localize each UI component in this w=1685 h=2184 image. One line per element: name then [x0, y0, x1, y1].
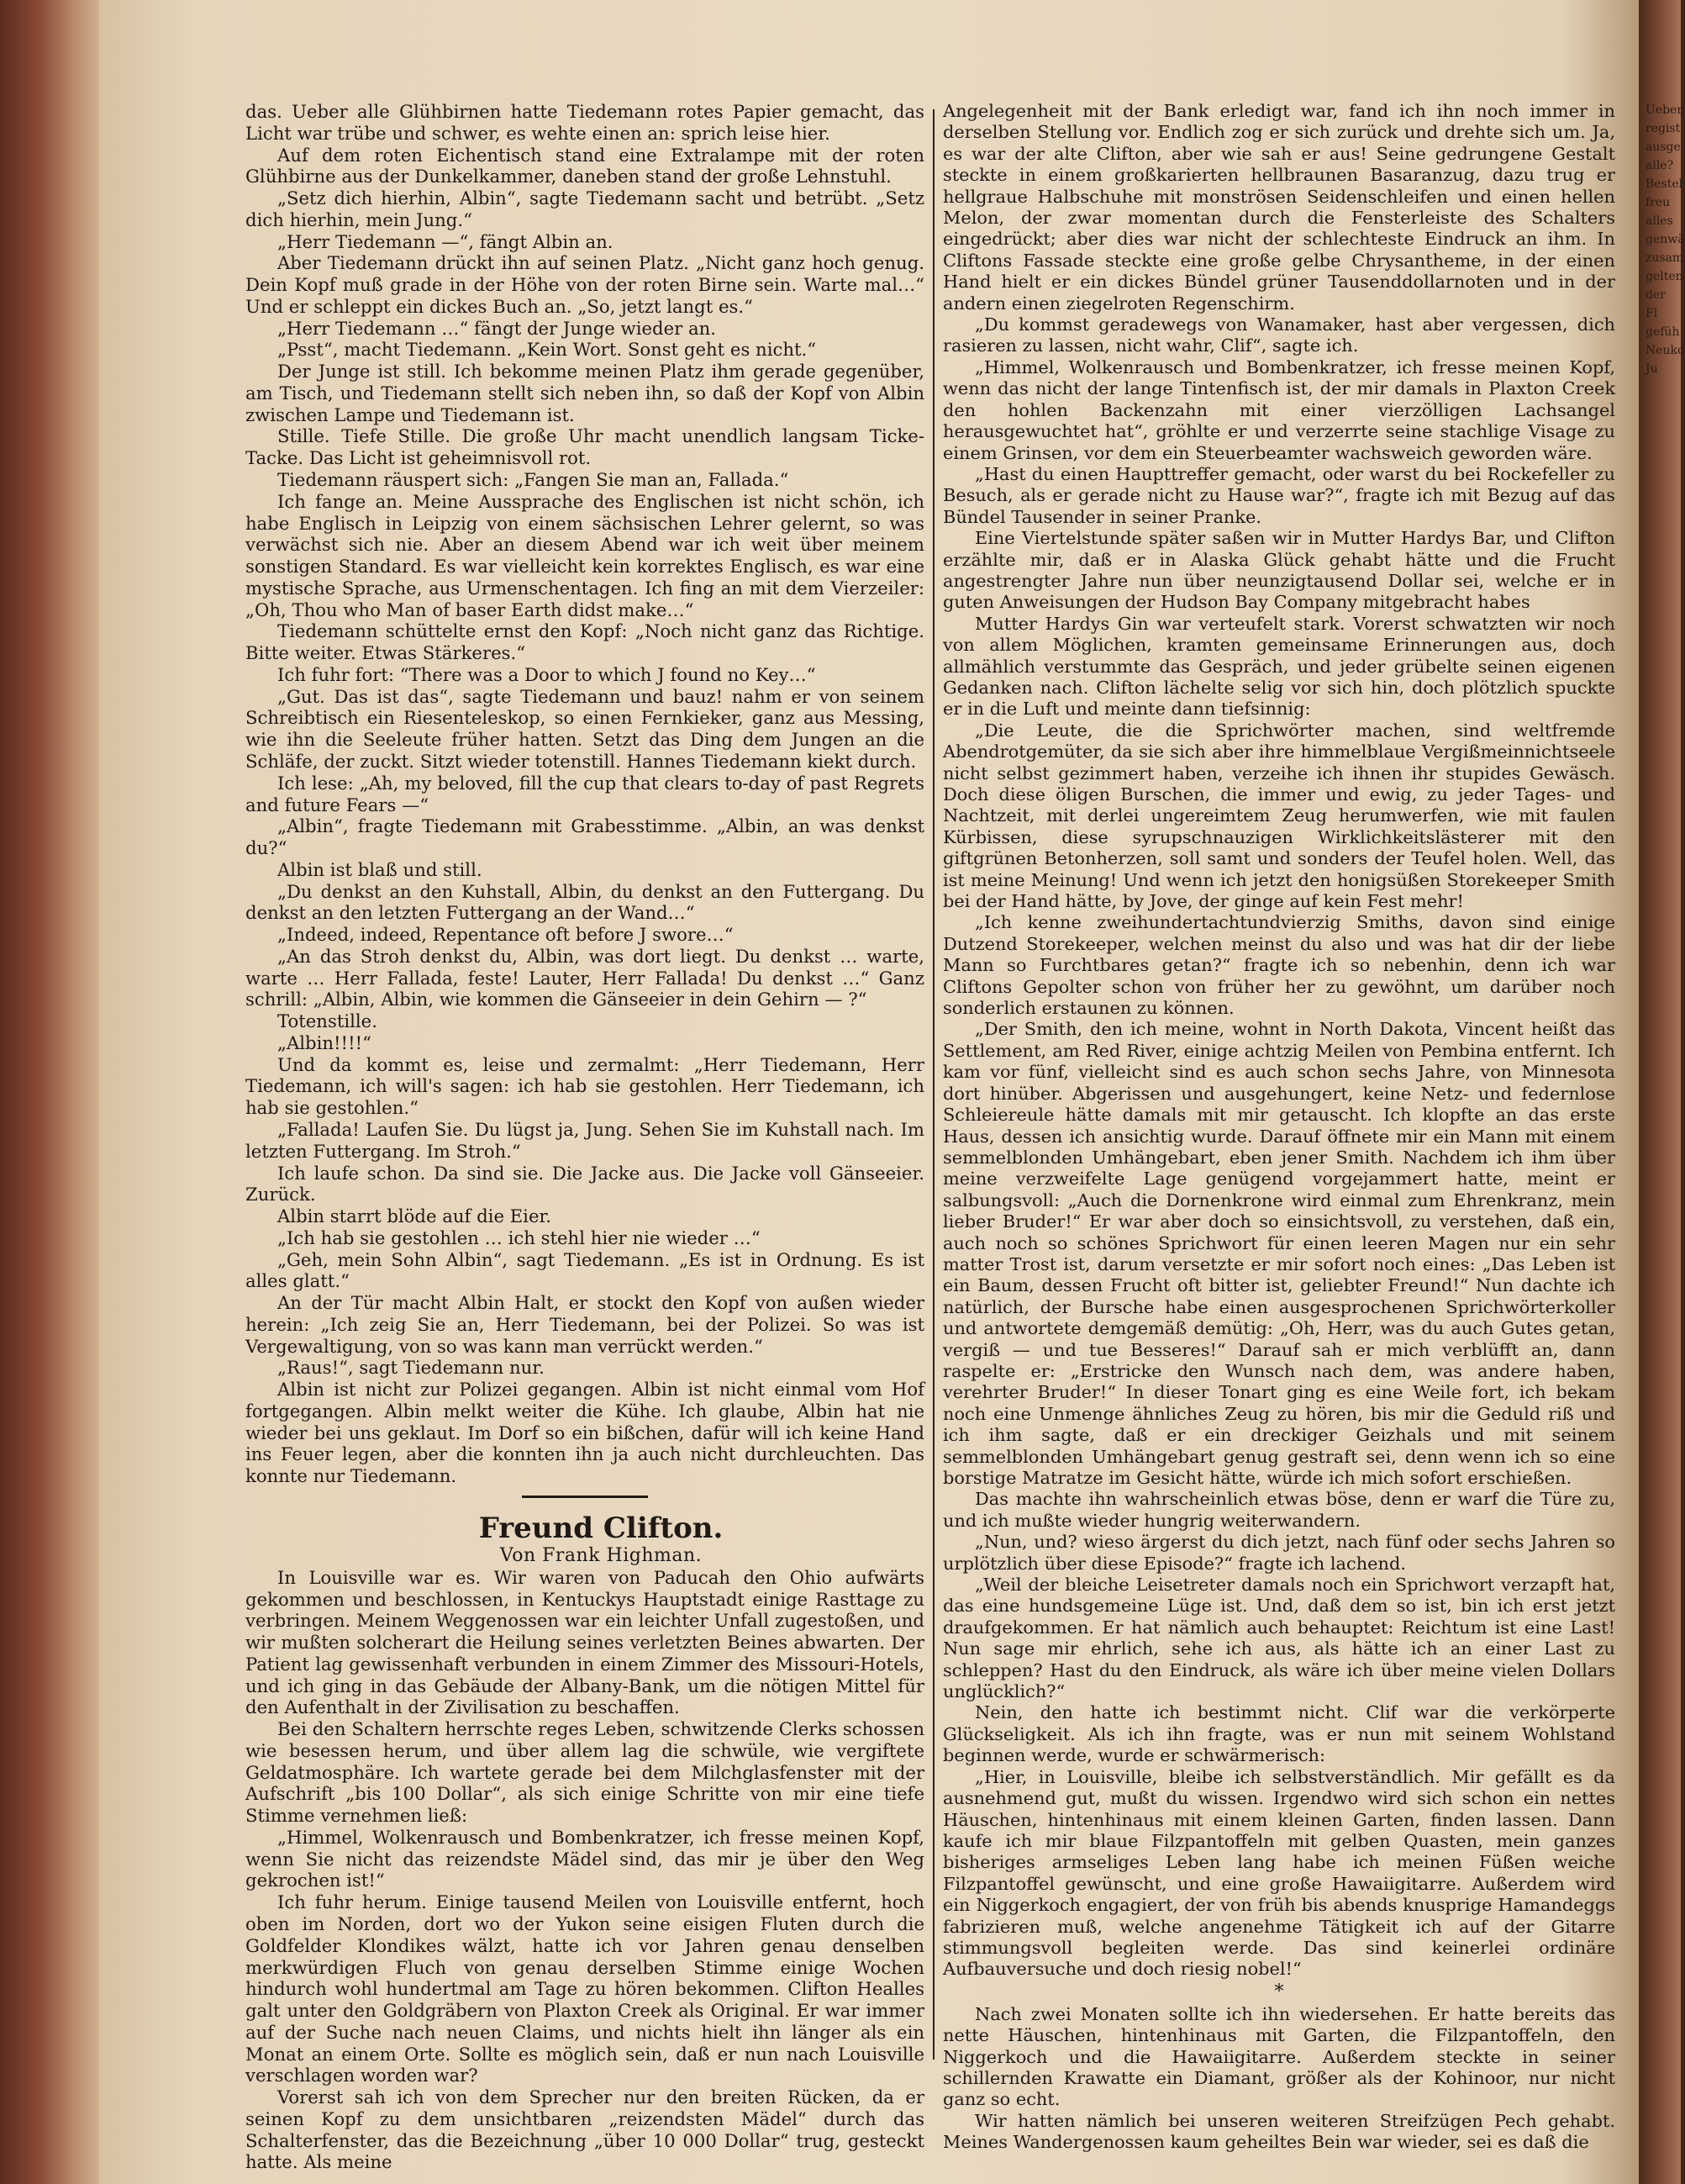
section-break-star: * — [1274, 1981, 1284, 2002]
margin-fragment: genwä — [1646, 233, 1685, 246]
margin-fragment: regist — [1646, 122, 1681, 135]
margin-fragment: alle? — [1646, 159, 1674, 172]
paragraph: „Setz dich hierhin, Albin“, sagte Tiedemann sacht und betrübt. „Setz dich hierhin, mein Jung.“ — [245, 187, 924, 230]
paragraph: Tiedemann räuspert sich: „Fangen Sie man an, Fallada.“ — [277, 469, 789, 491]
paragraph: „Herr Tiedemann —“, fängt Albin an. — [277, 230, 613, 252]
left-column — [245, 101, 924, 2173]
margin-fragment: gelten — [1646, 270, 1683, 283]
paragraph: „Fallada! Laufen Sie. Du lügst ja, Jung. Sehen Sie im Kuhstall nach. Im letzten Futtergang. Im Stroh.“ — [245, 1118, 924, 1162]
paragraph: Angelegenheit mit der Bank erledigt war, fand ich ihn noch immer in derselben Stellung vor. Endlich zog er sich zurück und drehte sich um. Ja, es war der alte Clifton, aber wie sah er aus! Seine gedrungene Gestalt steckte in einem großkarierten hellbraunen Basaranzug, dazu trug er hellgraue Halbschuhe mit monströsen Seidenschleifen und einen hellen Melon, der zwar momentan durch die Fensterleiste des Schalters eingedrückt; aber dies war nicht der schlechteste Eindruck an ihm. In Cliftons Fassade steckte eine große gelbe Chrysantheme, in der einen Hand hielt er ein dickes Bündel grüner Tausenddollarnoten und in der andern einen ziegelroten Regenschirm. — [943, 101, 1615, 314]
margin-fragment: Ueber — [1646, 103, 1683, 117]
margin-fragment: der Fl — [1646, 288, 1666, 320]
paragraph: „Himmel, Wolkenrausch und Bombenkratzer, ich fresse meinen Kopf, wenn Sie nicht das reizendste Mädel sind, das mir je über den Weg gekrochen ist!“ — [245, 1826, 924, 1891]
margin-fragment: Ju — [1646, 362, 1658, 376]
paragraph: Auf dem roten Eichentisch stand eine Extralampe mit der roten Glühbirne aus der Dunkelkammer, daneben stand der große Lehnstuhl. — [245, 144, 924, 187]
paragraph: „An das Stroh denkst du, Albin, was dort liegt. Du denkst … warte, warte … Herr Fallada, feste! Lauter, Herr Fallada! Du denkst …“ Ganz schrill: „Albin, Albin, wie kommen die Gänseeier in dein Gehirn — ?“ — [245, 945, 924, 1010]
paragraph: „Raus!“, sagt Tiedemann nur. — [277, 1357, 545, 1379]
paragraph: Bei den Schaltern herrschte reges Leben, schwitzende Clerks schossen wie besessen herum, und über allem lag die schwüle, wie vergiftete Geldatmosphäre. Ich wartete gerade bei dem Milchglasfenster mit der Aufschrift „bis 100 Dollar“, als sich einige Schritte von mir eine tiefe Stimme vernehmen ließ: — [245, 1718, 924, 1827]
paragraph: „Psst“, macht Tiedemann. „Kein Wort. Sonst geht es nicht.“ — [277, 339, 817, 361]
margin-fragment: Neuko — [1646, 344, 1685, 357]
paragraph: In Louisville war es. Wir waren von Paducah den Ohio aufwärts gekommen und beschlossen, in Kentuckys Hauptstadt einige Rasttage zu verbringen. Meinem Weggenossen war ein leichter Unfall zugestoßen, und wir mußten solcherart die Heilung seines verletzten Beines abwarten. Der Patient lag gewissenhaft verbunden in einem Zimmer des Missouri-Hotels, und ich ging in das Gebäude der Albany-Bank, um die nötigen Mittel für den Aufenthalt in der Zivilisation zu beschaffen. — [245, 1566, 924, 1718]
paragraph: „Herr Tiedemann …“ fängt der Junge wieder an. — [277, 317, 716, 339]
paragraph: „Weil der bleiche Leisetreter damals noch ein Sprichwort verzapft hat, das eine hundsgemeine Lüge ist. Und, daß dem so ist, bin ich erst jetzt draufgekommen. Er hat nämlich auch behauptet: Reichtum ist eine Last! Nun sage mir ehrlich, sehe ich aus, als hätte ich an einer Last zu schleppen? Hast du den Eindruck, als wäre ich über meine vielen Dollars unglücklich?“ — [943, 1575, 1615, 1702]
margin-fragment: Bestel — [1646, 177, 1683, 191]
paragraph: Aber Tiedemann drückt ihn auf seinen Platz. „Nicht ganz hoch genug. Dein Kopf muß grade in der Höhe von der roten Birne sein. Warte mal…“ Und er schleppt ein dickes Buch an. „So, jetzt langt es.“ — [245, 252, 924, 317]
paragraph: „Albin!!!!“ — [277, 1031, 371, 1053]
paragraph: „Indeed, indeed, Repentance oft before J swore…“ — [277, 924, 734, 946]
margin-fragment: gefüh — [1646, 325, 1680, 339]
paragraph: „Geh, mein Sohn Albin“, sagt Tiedemann. „Es ist in Ordnung. Es ist alles glatt.“ — [245, 1248, 924, 1292]
paragraph: Wir hatten nämlich bei unseren weiteren Streifzügen Pech gehabt. Meines Wandergenossen kaum geheiltes Bein war wieder, sei es daß die — [943, 2110, 1615, 2153]
paragraph: Der Junge ist still. Ich bekomme meinen Platz ihm gerade gegenüber, am Tisch, und Tiedemann stellt sich neben ihn, so daß der Kopf von Albin zwischen Lampe und Tiedemann ist. — [245, 361, 924, 425]
paragraph: „Ich kenne zweihundertachtundvierzig Smiths, davon sind einige Dutzend Storekeeper, welchen meinst du also und was hat dir der liebe Mann so Furchtbares getan?“ fragte ich so nebenhin, denn ich war Cliftons Gepolter schon von früher her zu gewöhnt, um darüber noch sonderlich erstaunen zu können. — [943, 912, 1615, 1019]
paragraph: Ich fange an. Meine Aussprache des Englischen ist nicht schön, ich habe Englisch in Leipzig von einem sächsischen Lehrer gelernt, so was verwächst sich nie. Aber an diesem Abend war ich weit über meinem sonstigen Standard. Es war vielleicht kein korrektes Englisch, es war eine mystische Sprache, aus Urmenschentagen. Ich fing an mit dem Vierzeiler: „Oh, Thou who Man of baser Earth didst make…“ — [245, 490, 924, 620]
paragraph: Ich lese: „Ah, my beloved, fill the cup that clears to-day of past Regrets and future Fears —“ — [245, 772, 924, 815]
paragraph: „Nun, und? wieso ärgerst du dich jetzt, nach fünf oder sechs Jahren so urplötzlich über diese Episode?“ fragte ich lachend. — [943, 1532, 1615, 1574]
paragraph: „Hast du einen Haupttreffer gemacht, oder warst du bei Rockefeller zu Besuch, als er gerade nicht zu Hause war?“, fragte ich mit Bezug auf das Bündel Tausender in seiner Pranke. — [943, 463, 1615, 527]
paragraph: „Ich hab sie gestohlen … ich stehl hier nie wieder …“ — [277, 1227, 761, 1248]
paragraph: „Albin“, fragte Tiedemann mit Grabesstimme. „Albin, an was denkst du?“ — [245, 815, 924, 859]
byline: Von Frank Highman. — [499, 1545, 703, 1566]
paragraph: Das machte ihn wahrscheinlich etwas böse, denn er warf die Türe zu, und ich mußte wieder hungrig weiterwandern. — [943, 1489, 1615, 1531]
paragraph: „Du denkst an den Kuhstall, Albin, du denkst an den Futtergang. Du denkst an den letzten Futtergang an der Wand…“ — [245, 880, 924, 924]
paragraph: Mutter Hardys Gin war verteufelt stark. Vorerst schwatzten wir noch von allem Möglichen, kramten gemeinsame Erinnerungen aus, doch allmählich verstummte das Gespräch, und jeder grübelte seinen eigenen Gedanken nach. Clifton lächelte selig vor sich hin, doch plötzlich spuckte er in die Luft und meinte dann tiefsinnig: — [943, 613, 1615, 720]
book-spine-left — [0, 0, 99, 2184]
right-column — [943, 101, 1615, 2154]
paragraph: Und da kommt es, leise und zermalmt: „Herr Tiedemann, Herr Tiedemann, ich will's sagen: ich hab sie gestohlen. Herr Tiedemann, ich hab sie gestohlen.“ — [245, 1053, 924, 1119]
margin-fragment: zusam — [1646, 251, 1684, 265]
paragraph: Ich fuhr herum. Einige tausend Meilen von Louisville entfernt, hoch oben im Norden, dort wo der Yukon seine eisigen Fluten durch die Goldfelder Klondikes wälzt, hatte ich vor Jahren genau denselben merkwürdigen Fluch von genau derselben Stimme einige Wochen hindurch wohl hundertmal am Tage zu hören bekommen. Clifton Healles galt unter den Goldgräbern von Plaxton Creek als Original. Er war immer auf der Suche nach neuen Claims, und nichts hielt ihn länger als ein Monat an einem Orte. Sollte es möglich sein, daß er nun nach Louisville verschlagen worden war? — [245, 1891, 924, 2086]
paragraph: Vorerst sah ich von dem Sprecher nur den breiten Rücken, da er seinen Kopf zu dem unsichtbaren „reizendsten Mädel“ durch das Schalterfenster, das die Bezeichnung „über 10 000 Dollar“ trug, gesteckt hatte. Als meine — [245, 2086, 924, 2173]
margin-fragment: ausge — [1646, 140, 1681, 154]
paragraph: Albin ist blaß und still. — [277, 858, 482, 880]
column-divider — [933, 109, 935, 2060]
paragraph: „Hier, in Louisville, bleibe ich selbstverständlich. Mir gefällt es da ausnehmend gut, mußt du wissen. Irgendwo wird sich schon ein nettes Häuschen, hintenhinaus mit einem kleinen Garten, finden lassen. Dann kaufe ich mir blaue Filzpantoffeln mit gelben Quasten, mein ganzes bisheriges armseliges Leben lang habe ich meinen Füßen weiche Filzpantoffel gewünscht, und eine große Hawaiigitarre. Außerdem wird ein Niggerkoch engagiert, der von früh bis abends knusprige Hamandeggs fabrizieren muß, welche angenehme Tätigkeit ich auf der Gitarre stimmungsvoll begleiten werde. Das sind keinerlei ordinäre Aufbauversuche und doch riesig nobel!“ — [943, 1766, 1615, 1980]
section-separator-rule — [522, 1496, 648, 1498]
next-page-margin-text — [1646, 101, 1685, 378]
paragraph: Ich fuhr fort: “There was a Door to which J found no Key…“ — [277, 663, 816, 685]
story-title: Freund Clifton. — [478, 1511, 724, 1545]
margin-fragment: freu — [1646, 196, 1671, 209]
paragraph: An der Tür macht Albin Halt, er stockt den Kopf von außen wieder herein: „Ich zeig Sie an, Herr Tiedemann, bei der Polizei. So was ist Vergewaltigung, von so was kann man verrückt werden.“ — [245, 1292, 924, 1357]
paragraph: Eine Viertelstunde später saßen wir in Mutter Hardys Bar, und Clifton erzählte mir, daß er in Alaska Glück gehabt hätte und die Frucht angestrengter Jahre nun über neunzigtausend Dollar sei, welche er in guten Anweisungen der Hudson Bay Company mitgebracht habes — [943, 528, 1615, 613]
paragraph: Albin ist nicht zur Polizei gegangen. Albin ist nicht einmal vom Hof fortgegangen. Albin melkt weiter die Kühe. Ich glaube, Albin hat nie wieder bei uns geklaut. Im Dorf so ein bißchen, dafür will ich keine Hand ins Feuer legen, aber die konnten ihn ja auch nicht durchleuchten. Das konnte nur Tiedemann. — [245, 1379, 924, 1487]
paragraph: Albin starrt blöde auf die Eier. — [277, 1205, 552, 1227]
paragraph: „Gut. Das ist das“, sagte Tiedemann und bauz! nahm er von seinem Schreibtisch ein Riesenteleskop, so einen Fernkieker, ganz aus Messing, wie ihn die Seeleute früher hatten. Setzt das Ding dem Jungen an die Schläfe, der zuckt. Sitzt wieder totenstill. Hannes Tiedemann kiekt durch. — [245, 685, 924, 772]
margin-fragment: alles — [1646, 214, 1673, 228]
paragraph: das. Ueber alle Glühbirnen hatte Tiedemann rotes Papier gemacht, das Licht war trübe und schwer, es wehte einen an: sprich leise hier. — [245, 101, 924, 144]
paragraph: „Du kommst geradewegs von Wanamaker, hast aber vergessen, dich rasieren zu lassen, nicht wahr, Clif“, sagte ich. — [943, 314, 1615, 356]
paragraph: Ich laufe schon. Da sind sie. Die Jacke aus. Die Jacke voll Gänseeier. Zurück. — [245, 1162, 924, 1205]
paragraph: „Der Smith, den ich meine, wohnt in North Dakota, Vincent heißt das Settlement, am Red River, einige achtzig Meilen von Pembina entfernt. Ich kam vor fünf, vielleicht sind es auch schon sechs Jahre, von Minnesota dort hinüber. Abgerissen und ausgehungert, keine Netz- und federnlose Schleiereule hätte damals mit mir getauscht. Ich klopfte an das erste Haus, dessen ich ansichtig wurde. Darauf öffnete mir ein Mann mit einem semmelblonden Umhängebart, eben jener Smith. Nachdem ich ihm über meine verzweifelte Lage genügend vorgejammert hatte, meint er salbungsvoll: „Auch die Dornenkrone wird einmal zum Ehrenkranz, mein lieber Bruder!“ Er war aber doch so einsichtsvoll, zu verstehen, daß ein, auch noch so schönes Sprichwort für einen leeren Magen nur ein sehr matter Trost ist, darum versetzte er mir sofort noch eines: „Das Leben ist ein Baum, dessen Frucht oft bitter ist, geliebter Freund!“ Nun dachte ich natürlich, der Bursche habe einen ausgesprochenen Sprichwörterkoller und antwortete demgemäß demütig: „Oh, Herr, was du auch Gutes getan, vergiß — und tue Besseres!“ Darauf sah er mich verblüfft an, dann raspelte er: „Erstricke den Wunsch nach dem, was andere haben, verehrter Bruder!“ In dieser Tonart ging es eine Weile fort, ich bekam noch eine Unmenge ähnliches Zeug zu hören, bis mir die Geduld riß und ich ihm sagte, daß er ein dreckiger Geizhals und mit seinem semmelblonden Umhängebart genug gestraft sei, denn wenn ich so eine borstige Matratze im Gesicht hätte, würde ich mich sofort erschießen. — [943, 1019, 1615, 1488]
paragraph: Nach zwei Monaten sollte ich ihn wiedersehen. Er hatte bereits das nette Häuschen, hintenhinaus mit Garten, die Filzpantoffeln, den Niggerkoch und die Hawaiigitarre. Außerdem steckte in seiner schillernden Krawatte ein Diamant, größer als der Kohinoor, nur nicht ganz so echt. — [943, 2003, 1615, 2110]
paragraph: Nein, den hatte ich bestimmt nicht. Clif war die verkörperte Glückseligkeit. Als ich ihn fragte, was er nun mit seinem Wohlstand beginnen werde, wurde er schwärmerisch: — [943, 1702, 1615, 1766]
paragraph: „Die Leute, die die Sprichwörter machen, sind weltfremde Abendrotgemüter, da sie sich aber ihre himmelblaue Vergißmeinnichtseele nicht selbst gezimmert haben, verzeihe ich ihnen ihr stupides Gewäsch. Doch diese öligen Burschen, die immer und ewig, zu jeder Tages- und Nachtzeit, mit derlei ungereimtem Zeug herumwerfen, wie mit faulen Kürbissen, diese syrupschnauzigen Wirklichkeitslästerer mit den giftgrünen Betonherzen, soll samt und sonders der Teufel holen. Well, das ist meine Meinung! Und wenn ich jetzt den honigsüßen Storekeeper Smith bei der Hand hätte, by Jove, der ginge auf kein Fest mehr! — [943, 720, 1615, 912]
paragraph: Stille. Tiefe Stille. Die große Uhr macht unendlich langsam Ticke-Tacke. Das Licht ist geheimnisvoll rot. — [245, 425, 924, 469]
paragraph: Totenstille. — [277, 1010, 377, 1032]
paragraph: „Himmel, Wolkenrausch und Bombenkratzer, ich fresse meinen Kopf, wenn das nicht der lange Tintenfisch ist, der mir damals in Plaxton Creek den hohlen Backenzahn mit einer vierzölligen Lachsangel herausgewuchtet hat“, gröhlte er und verzerrte seine stachlige Visage zu einem Grinsen, vor dem ein Steuerbeamter wachsweich geworden wäre. — [943, 356, 1615, 463]
paragraph: Tiedemann schüttelte ernst den Kopf: „Noch nicht ganz das Richtige. Bitte weiter. Etwas Stärkeres.“ — [245, 620, 924, 664]
